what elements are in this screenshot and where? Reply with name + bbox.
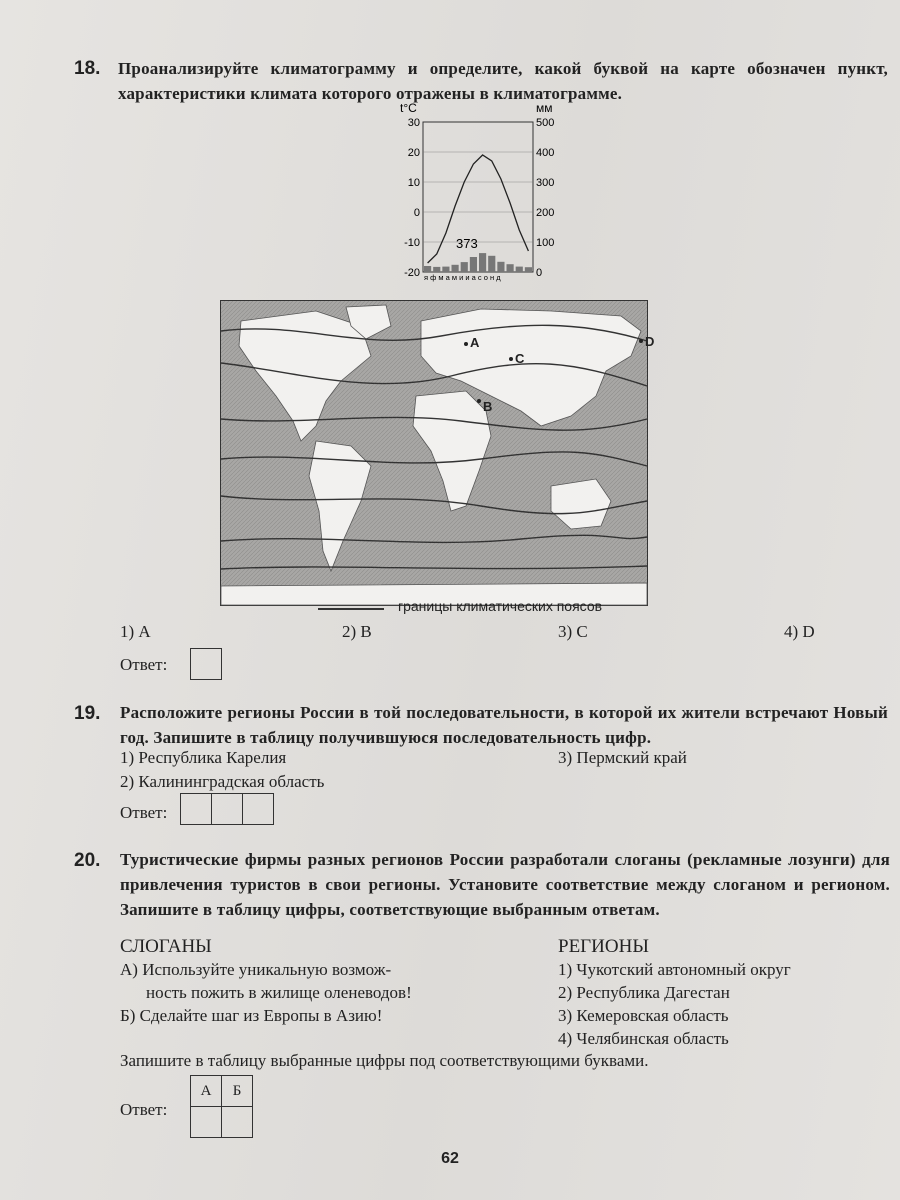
slogan-a-line-2: ность пожить в жилище оленеводов! bbox=[146, 983, 412, 1002]
precip-bar bbox=[470, 257, 477, 272]
slogan-a-line-1: А) Используйте уникальную возмож- bbox=[120, 960, 392, 979]
annual-precip-label: 373 bbox=[456, 236, 478, 251]
precip-bar bbox=[479, 253, 486, 272]
t-tick-label: 20 bbox=[407, 147, 420, 159]
t-tick-label: -10 bbox=[404, 237, 420, 249]
q19-option-1: 1) Республика Карелия bbox=[120, 748, 287, 767]
map-legend: границы климатических поясов bbox=[398, 598, 603, 614]
climatogram bbox=[398, 100, 558, 280]
precip-bar bbox=[452, 265, 459, 272]
region-2: 2) Республика Дагестан bbox=[558, 983, 730, 1002]
precip-bar bbox=[525, 267, 532, 272]
slogans-header: СЛОГАНЫ bbox=[120, 936, 212, 957]
precip-bar bbox=[516, 267, 523, 272]
question-18-text: Проанализируйте климатограмму и определите, какой буквой на карте обозначен пункт, характеристики климата которого отражены в климатограмме. bbox=[118, 59, 888, 103]
q18-answer-label: Ответ: bbox=[120, 655, 168, 674]
page-number: 62 bbox=[441, 1150, 459, 1167]
p-tick-label: 300 bbox=[536, 177, 555, 189]
question-number-20: 20. bbox=[74, 850, 101, 871]
t-tick-label: 30 bbox=[407, 117, 420, 129]
map-point-c: C bbox=[515, 351, 525, 366]
world-climate-map bbox=[220, 300, 655, 606]
map-point-a: A bbox=[470, 335, 480, 350]
t-tick-label: -20 bbox=[404, 267, 420, 279]
region-1: 1) Чукотский автономный округ bbox=[558, 960, 791, 979]
q20-answer-table bbox=[190, 1075, 253, 1138]
p-tick-label: 100 bbox=[536, 237, 555, 249]
q19-answer-cell-1[interactable] bbox=[181, 794, 212, 825]
legend-line-sample bbox=[318, 608, 384, 610]
q19-answer-label: Ответ: bbox=[120, 803, 168, 822]
map-point-b: B bbox=[483, 399, 493, 414]
climatogram-p-unit: мм bbox=[536, 101, 553, 115]
q18-option-4[interactable]: 4) D bbox=[784, 622, 815, 641]
question-number-19: 19. bbox=[74, 703, 101, 724]
q19-answer-cell-3[interactable] bbox=[243, 794, 274, 825]
question-19-text: Расположите регионы России в той последовательности, в которой их жители встречают Новый год. Запишите в таблицу получившуюся последовательность цифр. bbox=[120, 703, 888, 747]
q19-answer-cell-2[interactable] bbox=[212, 794, 243, 825]
q18-option-3[interactable]: 3) С bbox=[558, 622, 588, 641]
q18-option-2[interactable]: 2) В bbox=[342, 622, 372, 641]
precip-bar bbox=[497, 262, 504, 272]
region-4: 4) Челябинская область bbox=[558, 1029, 729, 1048]
regions-header: РЕГИОНЫ bbox=[558, 936, 649, 957]
q20-answer-cell-a[interactable] bbox=[191, 1107, 222, 1138]
p-tick-label: 400 bbox=[536, 147, 555, 159]
precip-bar bbox=[461, 262, 468, 272]
p-tick-label: 200 bbox=[536, 207, 555, 219]
q20-header-b: Б bbox=[222, 1076, 253, 1107]
precip-bar bbox=[488, 256, 495, 272]
temperature-curve bbox=[428, 155, 529, 263]
climatogram-t-unit: t°C bbox=[400, 101, 417, 115]
precip-bar bbox=[424, 266, 431, 272]
slogan-b: Б) Сделайте шаг из Европы в Азию! bbox=[120, 1006, 383, 1025]
q20-answer-cell-b[interactable] bbox=[222, 1107, 253, 1138]
precip-bar bbox=[507, 264, 514, 272]
q20-answer-label: Ответ: bbox=[120, 1100, 168, 1119]
question-number-18: 18. bbox=[74, 58, 101, 79]
precip-bar bbox=[442, 267, 449, 272]
climatogram-months: я ф м а м и и а с о н д bbox=[424, 273, 501, 282]
p-tick-label: 0 bbox=[536, 267, 543, 279]
question-20-text: Туристические фирмы разных регионов России разработали слоганы (рекламные лозунги) для привлечения туристов в свои регионы. Установите соответствие между слоганом и регионом. Запишите в таблицу цифры, соответствующие выбранным ответам. bbox=[120, 850, 890, 919]
precip-bar bbox=[433, 267, 440, 272]
p-tick-label: 500 bbox=[536, 117, 555, 129]
q20-header-a: А bbox=[191, 1076, 222, 1107]
q19-option-3: 3) Пермский край bbox=[558, 748, 687, 767]
t-tick-label: 0 bbox=[413, 207, 420, 219]
q19-option-2: 2) Калининградская область bbox=[120, 772, 325, 791]
q19-answer-table bbox=[180, 793, 274, 825]
t-tick-label: 10 bbox=[407, 177, 420, 189]
q18-option-1[interactable]: 1) А bbox=[120, 622, 151, 641]
region-3: 3) Кемеровская область bbox=[558, 1006, 729, 1025]
q18-answer-box[interactable] bbox=[190, 648, 222, 680]
q20-instruction: Запишите в таблицу выбранные цифры под соответствующими буквами. bbox=[120, 1051, 649, 1070]
map-point-d: D bbox=[645, 334, 655, 349]
